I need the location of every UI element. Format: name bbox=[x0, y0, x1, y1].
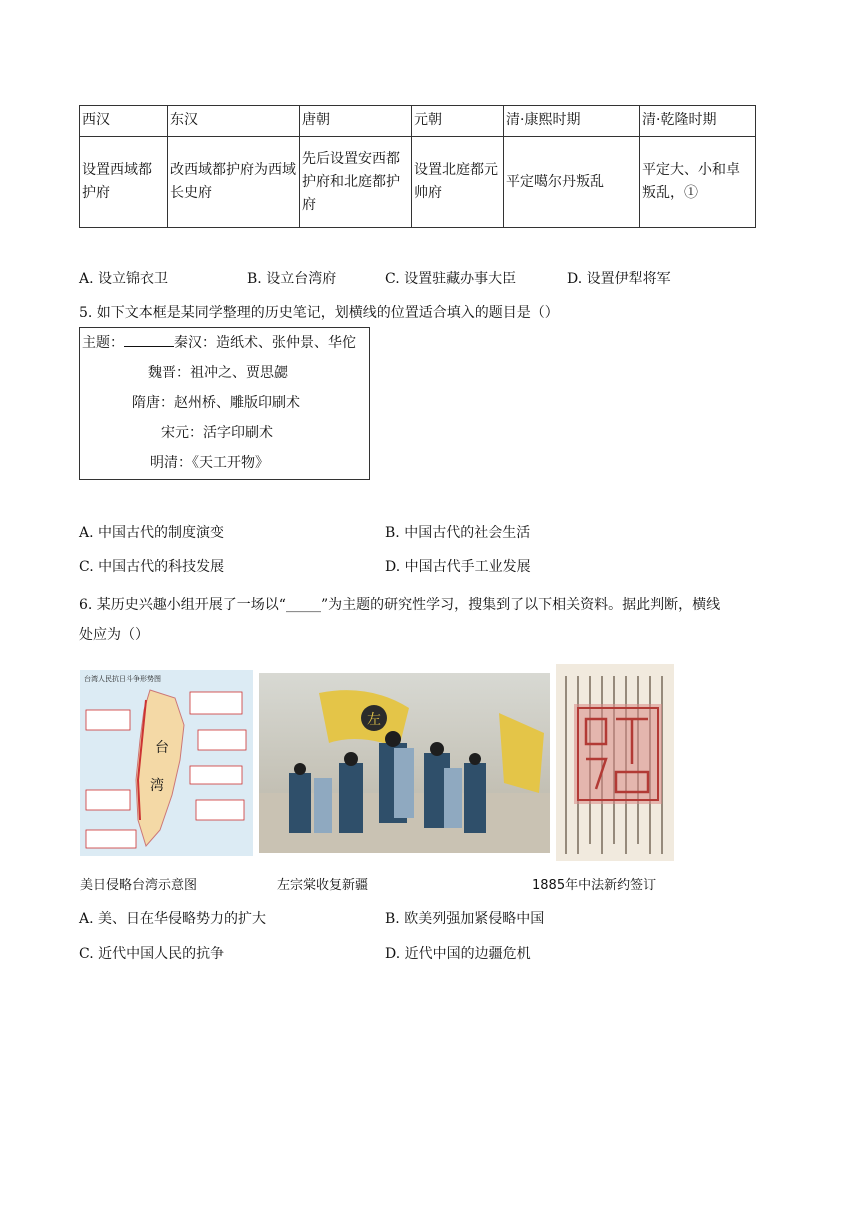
table-cell: 平定噶尔丹叛乱 bbox=[504, 137, 640, 228]
q5-option-a[interactable]: A. 中国古代的制度演变 bbox=[79, 525, 225, 541]
table-header-cell: 清·康熙时期 bbox=[504, 106, 640, 137]
note-line-4: 宋元：活字印刷术 bbox=[161, 425, 273, 441]
map-label-2: 湾 bbox=[150, 778, 164, 794]
map-title: 台湾人民抗日斗争形势图 bbox=[84, 675, 161, 683]
q4-option-d[interactable]: D. 设置伊犁将军 bbox=[567, 271, 671, 287]
note-first-line bbox=[82, 332, 356, 352]
q6-option-a[interactable]: A. 美、日在华侵略势力的扩大 bbox=[79, 911, 267, 927]
note-line-1: 秦汉：造纸术、张仲景、华佗 bbox=[174, 335, 356, 351]
q5-note-box bbox=[79, 327, 370, 480]
q6-option-c[interactable]: C. 近代中国人民的抗争 bbox=[79, 946, 225, 962]
q5-option-c[interactable]: C. 中国古代的科技发展 bbox=[79, 559, 225, 575]
table-header-row bbox=[80, 106, 756, 137]
table-header-cell: 东汉 bbox=[168, 106, 300, 137]
taiwan-map-image bbox=[80, 670, 253, 856]
q4-option-b[interactable]: B. 设立台湾府 bbox=[247, 271, 337, 287]
caption-treaty: 1885年中法新约签订 bbox=[532, 878, 657, 893]
q4-option-c[interactable]: C. 设置驻藏办事大臣 bbox=[385, 271, 517, 287]
q6-stem-line2: 处应为（） bbox=[79, 627, 149, 643]
caption-painting: 左宗棠收复新疆 bbox=[277, 878, 369, 893]
table-header-cell: 西汉 bbox=[80, 106, 168, 137]
note-line-3: 隋唐：赵州桥、雕版印刷术 bbox=[132, 395, 300, 411]
table-cell: 平定大、小和卓叛乱，① bbox=[640, 137, 756, 228]
note-blank bbox=[124, 334, 174, 347]
table-cell: 设置西域都护府 bbox=[80, 137, 168, 228]
table-header-cell: 元朝 bbox=[412, 106, 504, 137]
table-cell: 设置北庭都元帅府 bbox=[412, 137, 504, 228]
note-line-2: 魏晋：祖冲之、贾思勰 bbox=[148, 365, 288, 381]
table-row bbox=[80, 137, 756, 228]
treaty-illustration bbox=[556, 664, 674, 861]
table-header-cell: 唐朝 bbox=[300, 106, 412, 137]
map-label-1: 台 bbox=[155, 740, 169, 756]
q6-option-d[interactable]: D. 近代中国的边疆危机 bbox=[385, 946, 531, 962]
q5-option-d[interactable]: D. 中国古代手工业发展 bbox=[385, 559, 531, 575]
flag-char: 左 bbox=[367, 712, 381, 728]
table-cell: 改西域都护府为西域长史府 bbox=[168, 137, 300, 228]
q5-option-b[interactable]: B. 中国古代的社会生活 bbox=[385, 525, 531, 541]
note-line-5: 明清：《天工开物》 bbox=[150, 455, 269, 471]
history-table bbox=[79, 105, 756, 228]
zuo-zongtang-painting bbox=[259, 673, 550, 853]
table-cell: 先后设置安西都护府和北庭都护府 bbox=[300, 137, 412, 228]
treaty-document-image bbox=[556, 664, 674, 861]
q4-option-a[interactable]: A. 设立锦衣卫 bbox=[79, 271, 169, 287]
painting-illustration bbox=[259, 673, 550, 853]
note-label: 主题： bbox=[82, 335, 124, 351]
q5-stem: 5. 如下文本框是某同学整理的历史笔记，划横线的位置适合填入的题目是（） bbox=[79, 305, 559, 321]
q6-option-b[interactable]: B. 欧美列强加紧侵略中国 bbox=[385, 911, 545, 927]
table-header-cell: 清·乾隆时期 bbox=[640, 106, 756, 137]
q6-stem-line1: 6. 某历史兴趣小组开展了一场以“_____”为主题的研究性学习，搜集到了以下相关资料。据此判断，横线 bbox=[79, 597, 721, 613]
taiwan-map-illustration bbox=[80, 670, 253, 856]
caption-taiwan-map: 美日侵略台湾示意图 bbox=[80, 878, 198, 893]
